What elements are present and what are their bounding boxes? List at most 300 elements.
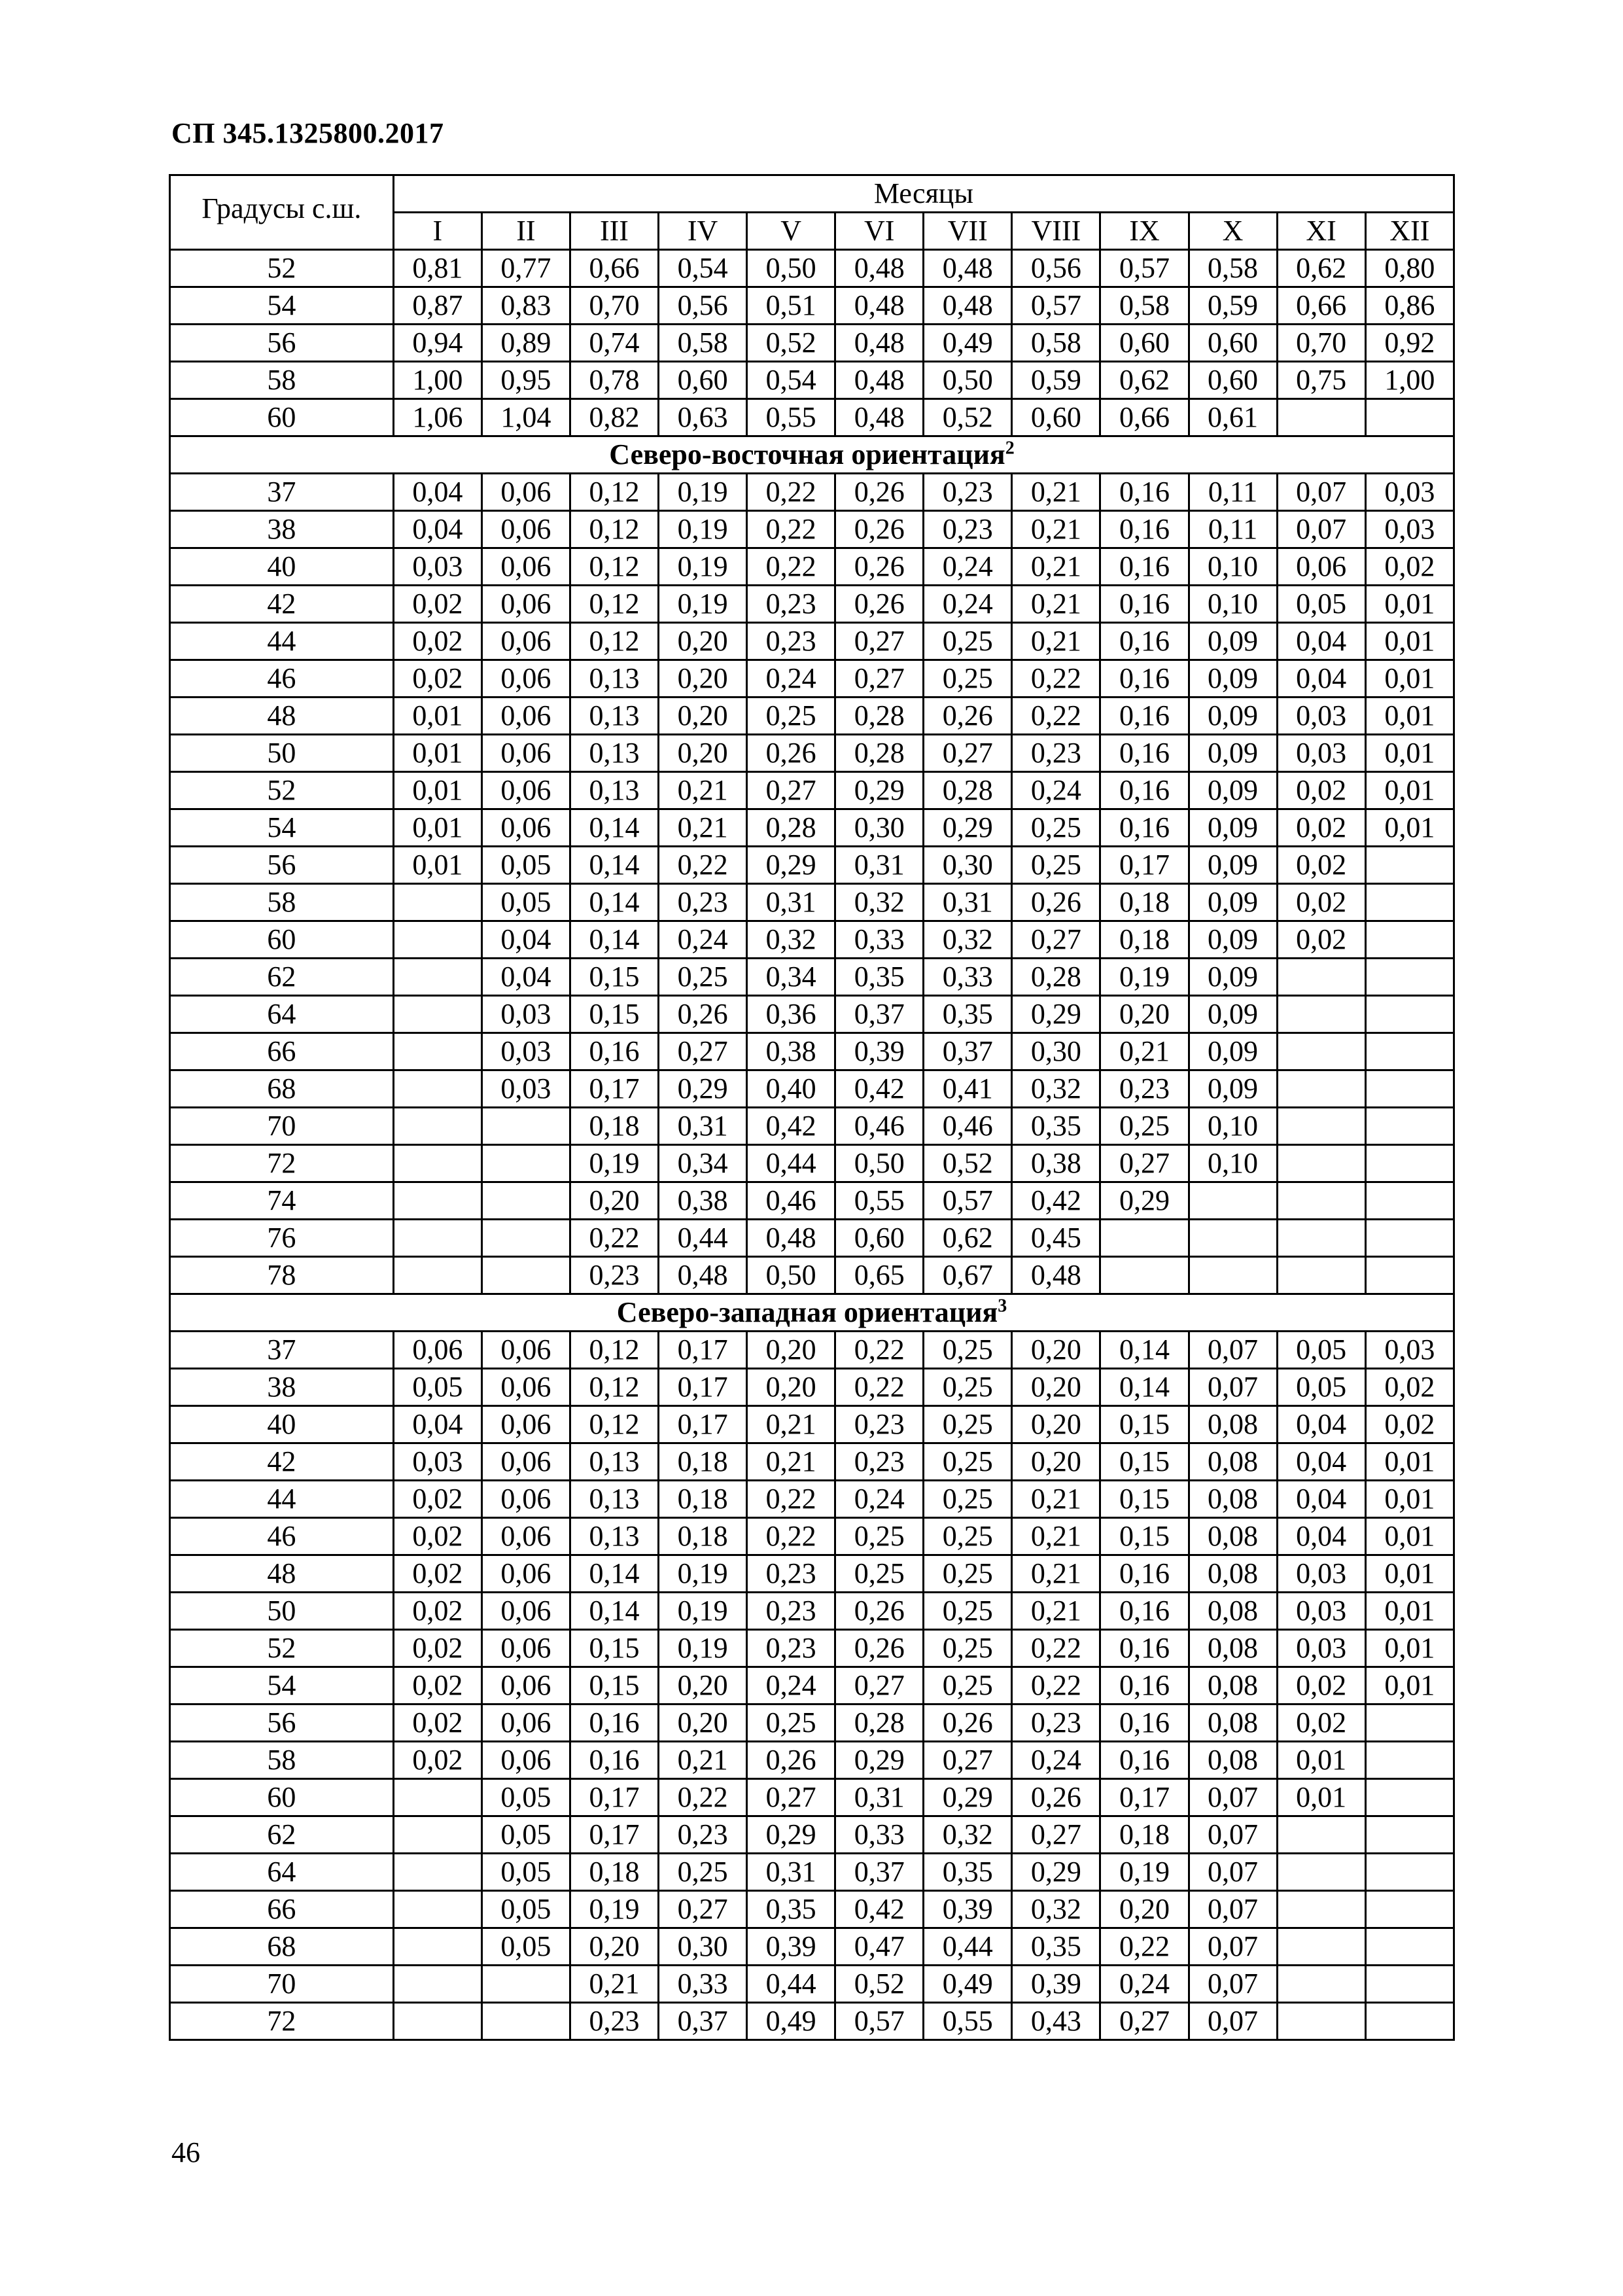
value-cell: 0,23: [570, 2003, 658, 2040]
value-cell: 0,78: [570, 362, 658, 399]
value-cell: 0,44: [747, 1966, 835, 2003]
value-cell: 0,20: [747, 1332, 835, 1369]
value-cell: 0,22: [747, 474, 835, 511]
value-cell: [393, 1966, 481, 2003]
document-code: СП 345.1325800.2017: [171, 117, 444, 149]
value-cell: 0,74: [570, 325, 658, 362]
value-cell: 0,07: [1277, 511, 1365, 548]
value-cell: 0,26: [747, 735, 835, 772]
value-cell: 0,15: [570, 1630, 658, 1667]
value-cell: 0,02: [393, 1742, 481, 1779]
value-cell: 0,10: [1189, 548, 1277, 586]
value-cell: 0,33: [659, 1966, 747, 2003]
value-cell: [481, 1108, 570, 1145]
latitude-cell: 72: [170, 1145, 394, 1182]
value-cell: 0,24: [924, 586, 1012, 623]
table-row: [170, 325, 1454, 362]
value-cell: [1277, 1257, 1365, 1294]
value-cell: 0,02: [1277, 884, 1365, 921]
value-cell: 0,02: [1365, 548, 1454, 586]
value-cell: 0,07: [1189, 1928, 1277, 1966]
value-cell: 0,01: [1365, 586, 1454, 623]
value-cell: 0,31: [747, 1854, 835, 1891]
value-cell: 0,17: [659, 1332, 747, 1369]
value-cell: 0,52: [747, 325, 835, 362]
value-cell: 0,01: [1365, 1630, 1454, 1667]
value-cell: 0,32: [747, 921, 835, 959]
value-cell: 0,07: [1189, 2003, 1277, 2040]
value-cell: 0,09: [1189, 623, 1277, 660]
latitude-cell: 78: [170, 1257, 394, 1294]
value-cell: 0,30: [924, 847, 1012, 884]
value-cell: 0,13: [570, 1518, 658, 1555]
value-cell: 0,21: [1012, 1481, 1100, 1518]
value-cell: 0,49: [924, 1966, 1012, 2003]
value-cell: 0,29: [1012, 1854, 1100, 1891]
value-cell: [1365, 1220, 1454, 1257]
value-cell: 0,06: [481, 1406, 570, 1443]
table-row: [170, 1593, 1454, 1630]
value-cell: 0,14: [570, 847, 658, 884]
value-cell: [1365, 1742, 1454, 1779]
value-cell: [1189, 1257, 1277, 1294]
value-cell: 0,22: [1100, 1928, 1189, 1966]
section-title: [170, 1294, 1454, 1332]
value-cell: 0,27: [924, 735, 1012, 772]
value-cell: 0,31: [659, 1108, 747, 1145]
value-cell: 0,22: [659, 1779, 747, 1816]
value-cell: 0,25: [924, 1667, 1012, 1704]
value-cell: 0,77: [481, 250, 570, 287]
value-cell: 0,57: [1012, 287, 1100, 325]
latitude-cell: 54: [170, 287, 394, 325]
value-cell: 0,50: [835, 1145, 924, 1182]
table-body: [170, 250, 1454, 2040]
latitude-cell: 66: [170, 1891, 394, 1928]
value-cell: 0,48: [659, 1257, 747, 1294]
value-cell: 0,03: [481, 1033, 570, 1070]
value-cell: [1277, 1108, 1365, 1145]
value-cell: 0,05: [393, 1369, 481, 1406]
value-cell: 1,04: [481, 399, 570, 436]
value-cell: 0,13: [570, 772, 658, 809]
latitude-cell: 56: [170, 847, 394, 884]
value-cell: 0,29: [659, 1070, 747, 1108]
value-cell: 0,24: [747, 1667, 835, 1704]
value-cell: 0,54: [747, 362, 835, 399]
value-cell: 0,54: [659, 250, 747, 287]
latitude-cell: 38: [170, 1369, 394, 1406]
value-cell: 0,21: [570, 1966, 658, 2003]
value-cell: 0,23: [835, 1443, 924, 1481]
value-cell: 0,23: [924, 474, 1012, 511]
value-cell: 0,21: [659, 772, 747, 809]
value-cell: 0,39: [835, 1033, 924, 1070]
latitude-cell: 64: [170, 1854, 394, 1891]
value-cell: [1365, 1891, 1454, 1928]
value-cell: 0,48: [835, 287, 924, 325]
value-cell: 0,06: [481, 623, 570, 660]
value-cell: 0,41: [924, 1070, 1012, 1108]
latitude-cell: 62: [170, 959, 394, 996]
value-cell: [393, 1257, 481, 1294]
value-cell: 0,17: [659, 1406, 747, 1443]
value-cell: 0,32: [1012, 1070, 1100, 1108]
latitude-cell: 70: [170, 1966, 394, 2003]
value-cell: 0,37: [835, 996, 924, 1033]
value-cell: 0,39: [924, 1891, 1012, 1928]
value-cell: 0,17: [1100, 847, 1189, 884]
value-cell: 0,06: [481, 1742, 570, 1779]
value-cell: 0,02: [393, 1667, 481, 1704]
value-cell: 0,58: [1012, 325, 1100, 362]
value-cell: 0,20: [1100, 1891, 1189, 1928]
value-cell: 0,56: [1012, 250, 1100, 287]
value-cell: 0,60: [1012, 399, 1100, 436]
value-cell: 0,19: [659, 1630, 747, 1667]
value-cell: 0,05: [1277, 586, 1365, 623]
latitude-cell: 66: [170, 1033, 394, 1070]
value-cell: 0,37: [835, 1854, 924, 1891]
value-cell: 0,06: [481, 1593, 570, 1630]
table-row: [170, 1033, 1454, 1070]
value-cell: [1365, 1966, 1454, 2003]
value-cell: [1277, 2003, 1365, 2040]
value-cell: 0,19: [659, 511, 747, 548]
value-cell: 0,23: [747, 586, 835, 623]
value-cell: 0,09: [1189, 1070, 1277, 1108]
value-cell: 0,29: [835, 772, 924, 809]
value-cell: 0,12: [570, 1406, 658, 1443]
value-cell: 0,58: [1189, 250, 1277, 287]
value-cell: 0,42: [747, 1108, 835, 1145]
value-cell: 0,03: [1277, 1630, 1365, 1667]
month-header: III: [570, 213, 658, 250]
value-cell: 0,13: [570, 660, 658, 698]
value-cell: 0,39: [747, 1928, 835, 1966]
value-cell: [1277, 959, 1365, 996]
value-cell: 0,06: [481, 586, 570, 623]
value-cell: 0,18: [570, 1854, 658, 1891]
value-cell: 0,45: [1012, 1220, 1100, 1257]
value-cell: 0,07: [1189, 1854, 1277, 1891]
value-cell: 0,27: [1100, 1145, 1189, 1182]
value-cell: 0,02: [1277, 1704, 1365, 1742]
value-cell: 0,20: [1100, 996, 1189, 1033]
value-cell: 0,19: [1100, 1854, 1189, 1891]
value-cell: 0,06: [481, 1555, 570, 1593]
value-cell: 0,02: [1277, 921, 1365, 959]
value-cell: 0,20: [747, 1369, 835, 1406]
value-cell: 0,04: [393, 1406, 481, 1443]
value-cell: [1365, 1816, 1454, 1854]
value-cell: 0,18: [1100, 921, 1189, 959]
month-header: I: [393, 213, 481, 250]
value-cell: 0,57: [1100, 250, 1189, 287]
value-cell: [1277, 1891, 1365, 1928]
value-cell: [1277, 1816, 1365, 1854]
value-cell: 0,01: [1365, 660, 1454, 698]
value-cell: 0,56: [659, 287, 747, 325]
table-row: [170, 1257, 1454, 1294]
value-cell: 0,14: [570, 921, 658, 959]
table-row: [170, 1704, 1454, 1742]
value-cell: 0,21: [1012, 548, 1100, 586]
value-cell: 0,26: [747, 1742, 835, 1779]
value-cell: 0,05: [481, 847, 570, 884]
value-cell: 0,06: [481, 772, 570, 809]
value-cell: 0,19: [570, 1891, 658, 1928]
value-cell: 0,14: [570, 1555, 658, 1593]
value-cell: 0,25: [835, 1518, 924, 1555]
value-cell: 0,60: [659, 362, 747, 399]
table-row: [170, 884, 1454, 921]
value-cell: [1100, 1257, 1189, 1294]
value-cell: 0,18: [659, 1518, 747, 1555]
value-cell: 0,02: [393, 1555, 481, 1593]
value-cell: 0,19: [659, 586, 747, 623]
value-cell: 0,25: [1012, 847, 1100, 884]
value-cell: 0,07: [1277, 474, 1365, 511]
value-cell: 0,48: [835, 325, 924, 362]
value-cell: 0,30: [835, 809, 924, 847]
latitude-cell: 62: [170, 1816, 394, 1854]
value-cell: 0,89: [481, 325, 570, 362]
table-row: [170, 1369, 1454, 1406]
value-cell: 0,57: [835, 2003, 924, 2040]
value-cell: 0,08: [1189, 1667, 1277, 1704]
value-cell: 0,20: [1012, 1332, 1100, 1369]
value-cell: 0,35: [924, 1854, 1012, 1891]
table-header: [170, 175, 1454, 250]
value-cell: 0,09: [1189, 921, 1277, 959]
latitude-cell: 76: [170, 1220, 394, 1257]
value-cell: 0,20: [659, 698, 747, 735]
value-cell: 0,07: [1189, 1891, 1277, 1928]
value-cell: 0,62: [1100, 362, 1189, 399]
value-cell: 0,06: [1277, 548, 1365, 586]
table-row: [170, 1742, 1454, 1779]
value-cell: 0,08: [1189, 1406, 1277, 1443]
value-cell: [481, 1966, 570, 2003]
value-cell: 0,04: [481, 921, 570, 959]
value-cell: 0,86: [1365, 287, 1454, 325]
value-cell: [1277, 1145, 1365, 1182]
value-cell: [1277, 1928, 1365, 1966]
table-row: [170, 1145, 1454, 1182]
value-cell: 0,05: [481, 1779, 570, 1816]
value-cell: 0,25: [747, 698, 835, 735]
latitude-cell: 64: [170, 996, 394, 1033]
value-cell: 0,17: [570, 1816, 658, 1854]
value-cell: 0,25: [924, 1593, 1012, 1630]
value-cell: 0,08: [1189, 1704, 1277, 1742]
value-cell: 0,02: [1277, 772, 1365, 809]
value-cell: 0,32: [835, 884, 924, 921]
value-cell: [393, 1220, 481, 1257]
value-cell: [1189, 1182, 1277, 1220]
value-cell: 0,42: [1012, 1182, 1100, 1220]
value-cell: 0,03: [1365, 511, 1454, 548]
value-cell: [1277, 399, 1365, 436]
latitude-cell: 60: [170, 921, 394, 959]
value-cell: 0,21: [747, 1406, 835, 1443]
value-cell: 0,21: [747, 1443, 835, 1481]
value-cell: [393, 1816, 481, 1854]
value-cell: 0,52: [924, 399, 1012, 436]
value-cell: 0,03: [1277, 698, 1365, 735]
month-header: X: [1189, 213, 1277, 250]
value-cell: [1277, 1966, 1365, 2003]
value-cell: 0,37: [659, 2003, 747, 2040]
value-cell: 0,06: [481, 474, 570, 511]
value-cell: 0,22: [835, 1369, 924, 1406]
value-cell: 0,13: [570, 698, 658, 735]
value-cell: 0,25: [924, 1555, 1012, 1593]
table-row: [170, 2003, 1454, 2040]
value-cell: 1,00: [1365, 362, 1454, 399]
value-cell: 0,23: [747, 1555, 835, 1593]
latitude-cell: 52: [170, 772, 394, 809]
value-cell: 0,14: [570, 1593, 658, 1630]
value-cell: 0,75: [1277, 362, 1365, 399]
table-row: [170, 1555, 1454, 1593]
value-cell: 0,50: [747, 1257, 835, 1294]
value-cell: 0,50: [747, 250, 835, 287]
value-cell: 0,25: [659, 959, 747, 996]
latitude-cell: 70: [170, 1108, 394, 1145]
value-cell: 0,16: [1100, 1742, 1189, 1779]
value-cell: 0,23: [1100, 1070, 1189, 1108]
value-cell: [1365, 1704, 1454, 1742]
value-cell: 0,29: [1100, 1182, 1189, 1220]
table-row: [170, 847, 1454, 884]
month-header: XII: [1365, 213, 1454, 250]
value-cell: 0,15: [1100, 1518, 1189, 1555]
value-cell: 0,35: [1012, 1108, 1100, 1145]
latitude-cell: 44: [170, 623, 394, 660]
latitude-cell: 42: [170, 586, 394, 623]
value-cell: 0,18: [1100, 1816, 1189, 1854]
value-cell: 0,06: [481, 698, 570, 735]
value-cell: 0,03: [481, 1070, 570, 1108]
value-cell: 0,32: [1012, 1891, 1100, 1928]
value-cell: 0,82: [570, 399, 658, 436]
value-cell: 0,25: [924, 1332, 1012, 1369]
value-cell: 0,16: [1100, 1630, 1189, 1667]
table-row: [170, 1816, 1454, 1854]
value-cell: [1365, 921, 1454, 959]
value-cell: [393, 996, 481, 1033]
value-cell: 0,03: [1277, 1593, 1365, 1630]
value-cell: 0,16: [570, 1742, 658, 1779]
value-cell: 0,01: [393, 735, 481, 772]
value-cell: [393, 1145, 481, 1182]
value-cell: 0,22: [835, 1332, 924, 1369]
table-row: [170, 1406, 1454, 1443]
value-cell: 0,48: [924, 287, 1012, 325]
table-row: [170, 1667, 1454, 1704]
value-cell: 0,08: [1189, 1555, 1277, 1593]
value-cell: 0,23: [659, 884, 747, 921]
latitude-cell: 56: [170, 1704, 394, 1742]
value-cell: 0,22: [1012, 1667, 1100, 1704]
value-cell: 0,38: [1012, 1145, 1100, 1182]
value-cell: 0,60: [1189, 362, 1277, 399]
latitude-cell: 46: [170, 1518, 394, 1555]
value-cell: 0,18: [659, 1481, 747, 1518]
table-row: [170, 399, 1454, 436]
value-cell: 0,08: [1189, 1742, 1277, 1779]
latitude-cell: 68: [170, 1928, 394, 1966]
table-row: [170, 921, 1454, 959]
value-cell: 0,27: [924, 1742, 1012, 1779]
value-cell: 0,26: [835, 511, 924, 548]
value-cell: 0,18: [659, 1443, 747, 1481]
value-cell: [481, 1257, 570, 1294]
value-cell: 0,01: [1277, 1779, 1365, 1816]
value-cell: [393, 1928, 481, 1966]
value-cell: 0,48: [835, 399, 924, 436]
table-row: [170, 1630, 1454, 1667]
value-cell: 0,22: [747, 511, 835, 548]
value-cell: 0,01: [393, 772, 481, 809]
value-cell: [393, 1033, 481, 1070]
value-cell: 0,02: [393, 1481, 481, 1518]
value-cell: 0,16: [570, 1704, 658, 1742]
value-cell: 0,07: [1189, 1779, 1277, 1816]
value-cell: 0,15: [570, 959, 658, 996]
value-cell: 0,07: [1189, 1816, 1277, 1854]
value-cell: 0,10: [1189, 586, 1277, 623]
value-cell: 0,81: [393, 250, 481, 287]
value-cell: 0,06: [393, 1332, 481, 1369]
latitude-cell: 58: [170, 884, 394, 921]
table-row: [170, 548, 1454, 586]
value-cell: 0,25: [924, 660, 1012, 698]
value-cell: 0,16: [1100, 586, 1189, 623]
value-cell: 0,25: [659, 1854, 747, 1891]
value-cell: 0,38: [659, 1182, 747, 1220]
value-cell: 0,48: [747, 1220, 835, 1257]
latitude-cell: 48: [170, 1555, 394, 1593]
value-cell: 0,02: [393, 1630, 481, 1667]
value-cell: 0,62: [1277, 250, 1365, 287]
value-cell: 0,16: [1100, 772, 1189, 809]
value-cell: [1189, 1220, 1277, 1257]
latitude-cell: 42: [170, 1443, 394, 1481]
value-cell: [393, 1891, 481, 1928]
value-cell: 0,35: [924, 996, 1012, 1033]
value-cell: 0,21: [659, 809, 747, 847]
value-cell: 0,46: [924, 1108, 1012, 1145]
value-cell: [1365, 1182, 1454, 1220]
latitude-cell: 44: [170, 1481, 394, 1518]
value-cell: [393, 1108, 481, 1145]
table-row: [170, 1928, 1454, 1966]
value-cell: 0,16: [1100, 660, 1189, 698]
value-cell: 0,59: [1189, 287, 1277, 325]
value-cell: 0,39: [1012, 1966, 1100, 2003]
value-cell: 0,26: [835, 1630, 924, 1667]
value-cell: 0,25: [1100, 1108, 1189, 1145]
value-cell: 0,11: [1189, 511, 1277, 548]
value-cell: 0,24: [747, 660, 835, 698]
value-cell: 0,04: [393, 474, 481, 511]
latitude-cell: 60: [170, 399, 394, 436]
value-cell: 0,15: [1100, 1443, 1189, 1481]
value-cell: 0,29: [747, 1816, 835, 1854]
